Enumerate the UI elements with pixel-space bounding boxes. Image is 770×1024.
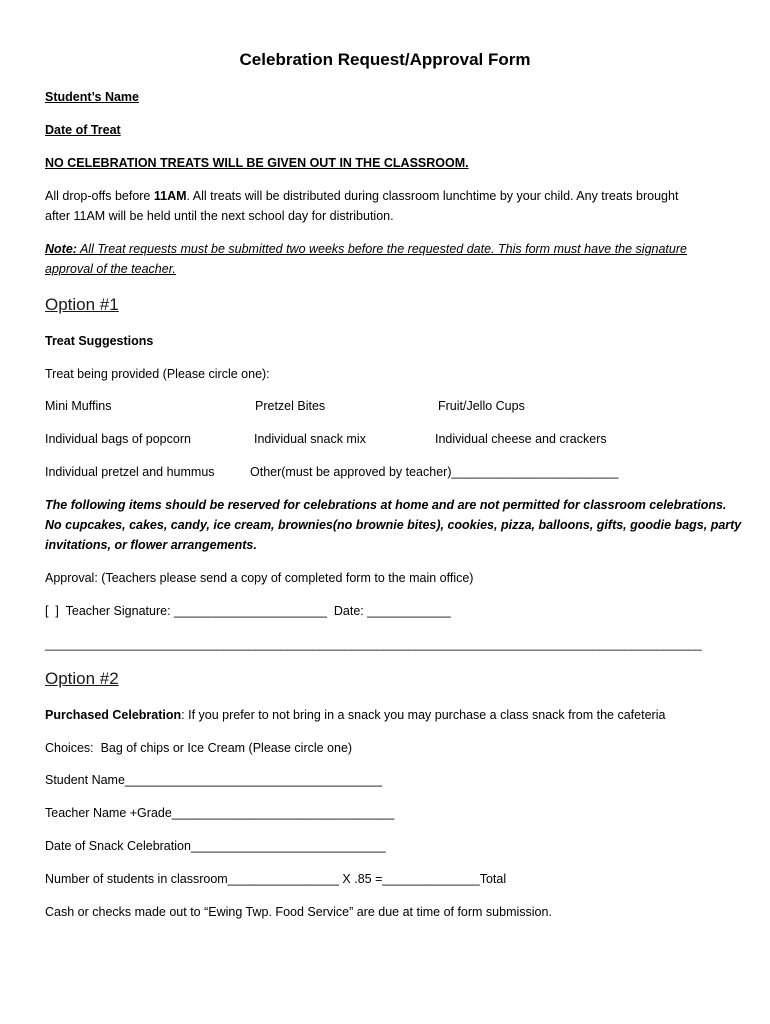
treat-option[interactable]: Individual pretzel and hummus xyxy=(45,465,215,479)
dropoff-rest: . All treats will be distributed during classroom lunchtime by your child. Any treats brought xyxy=(186,189,679,203)
student-name-label: Student’s Name xyxy=(45,90,140,104)
treat-option[interactable]: Pretzel Bites xyxy=(255,399,326,413)
note-label: Note: xyxy=(45,242,77,256)
treat-option-other[interactable]: Other(must be approved by teacher)________________________ xyxy=(250,465,619,479)
payment-note: Cash or checks made out to “Ewing Twp. Food Service” are due at time of form submission. xyxy=(45,905,552,919)
treat-option[interactable]: Mini Muffins xyxy=(45,399,112,413)
approval-text: Approval: (Teachers please send a copy of completed form to the main office) xyxy=(45,571,474,585)
snack-date-field[interactable]: Date of Snack Celebration____________________________ xyxy=(45,839,386,853)
page-title: Celebration Request/Approval Form xyxy=(239,50,531,69)
student-name-field[interactable]: Student Name_____________________________________ xyxy=(45,773,383,787)
restricted-line-1: The following items should be reserved for celebrations at home and are not permitted for classroom celebrations. xyxy=(45,498,727,512)
treat-option[interactable]: Individual snack mix xyxy=(254,432,366,446)
note-line-1 xyxy=(45,241,687,257)
purchased-line xyxy=(45,707,665,723)
no-treats-notice: NO CELEBRATION TREATS WILL BE GIVEN OUT IN THE CLASSROOM. xyxy=(45,156,469,170)
restricted-line-3: invitations, or flower arrangements. xyxy=(45,538,257,552)
note-text: All Treat requests must be submitted two weeks before the requested date. This form must have the signature xyxy=(76,242,687,256)
section-divider: _______________________________________________________________________________________________________ xyxy=(45,637,702,651)
dropoff-time: 11AM xyxy=(153,189,187,203)
date-of-treat-label: Date of Treat xyxy=(45,123,121,137)
teacher-grade-field[interactable]: Teacher Name +Grade________________________________ xyxy=(45,806,395,820)
treat-instruction: Treat being provided (Please circle one): xyxy=(45,367,270,381)
treat-option[interactable]: Individual cheese and crackers xyxy=(435,432,607,446)
choices-line[interactable]: Choices: Bag of chips or Ice Cream (Please circle one) xyxy=(45,741,353,755)
treat-option[interactable]: Fruit/Jello Cups xyxy=(438,399,525,413)
option2-heading: Option #2 xyxy=(45,669,119,688)
purchased-label: Purchased Celebration xyxy=(45,708,182,722)
dropoff-prefix: All drop-offs before xyxy=(45,189,154,203)
dropoff-line-1 xyxy=(45,188,678,204)
option1-heading: Option #1 xyxy=(45,295,119,314)
restricted-line-2: No cupcakes, cakes, candy, ice cream, brownies(no brownie bites), cookies, pizza, balloons, gifts, goodie bags, party xyxy=(45,518,742,532)
teacher-signature-line[interactable]: [ ] Teacher Signature: ______________________ Date: ____________ xyxy=(45,604,451,618)
purchased-text: : If you prefer to not bring in a snack you may purchase a class snack from the cafeteria xyxy=(181,708,666,722)
dropoff-line-2: after 11AM will be held until the next school day for distribution. xyxy=(45,209,394,223)
treat-option[interactable]: Individual bags of popcorn xyxy=(45,432,191,446)
students-count-field[interactable]: Number of students in classroom________________ X .85 =______________Total xyxy=(45,872,507,886)
note-line-2: approval of the teacher. xyxy=(45,262,176,276)
treat-suggestions-title: Treat Suggestions xyxy=(45,334,154,348)
